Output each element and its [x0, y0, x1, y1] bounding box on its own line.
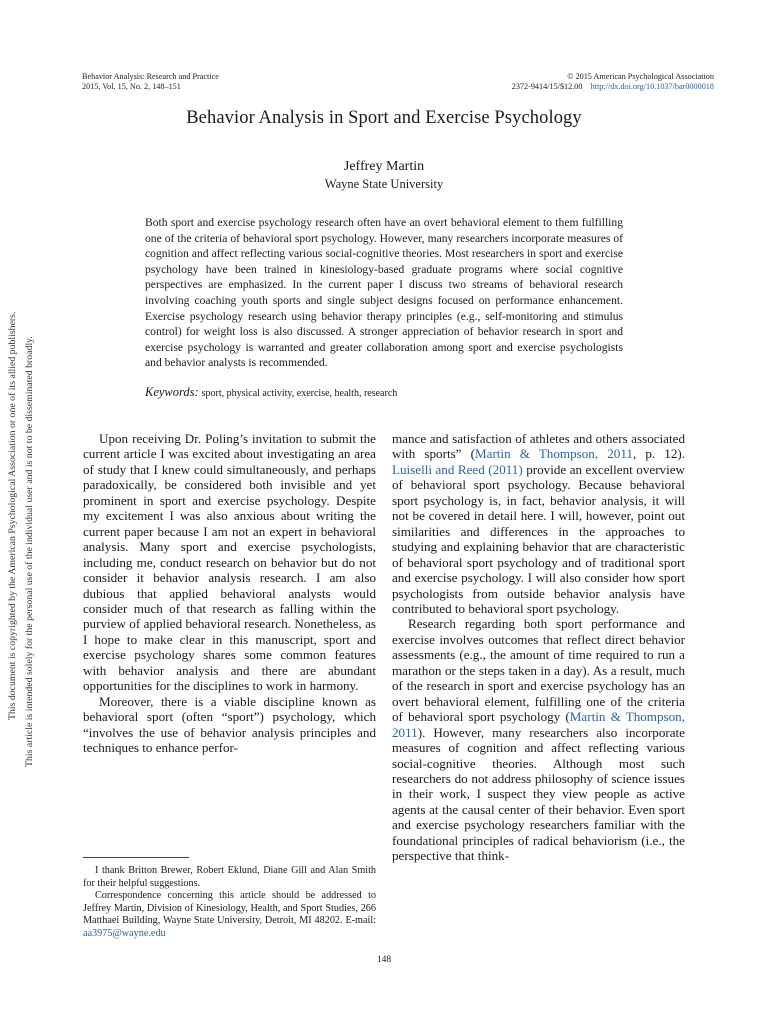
issn-doi-line — [512, 82, 714, 92]
email-link[interactable]: aa3975@wayne.edu — [83, 927, 166, 939]
body-paragraph: Upon receiving Dr. Poling’s invitation to submit the current article I was excited about investigating an area of study that I knew could simultaneously, and perhaps paradoxically, be considered both invisible and yet prominent in sport and exercise psychology. Despite my excitement I was also anxious about writing the current paper because I am not an expert in behavioral analysis. Many sport and exercise psychologists, including me, conduct research on behavior but do not consider it behavior analysis research. I am also dubious that applied behavioral analysts would consider much of that research as falling within the purview of applied behavioral research. Nonetheless, as I hope to make clear in this manuscript, sport and exercise psychology shares some common features with behavior analysis and there are abundant opportunities for the disciplines to work in harmony. — [83, 431, 376, 694]
keywords-label: Keywords: — [145, 385, 199, 399]
author-affiliation: Wayne State University — [324, 177, 444, 191]
acknowledgments: I thank Britton Brewer, Robert Eklund, Diane Gill and Alan Smith for their helpful suggestions. — [83, 865, 376, 889]
keywords-list: sport, physical activity, exercise, health, research — [201, 388, 398, 399]
keywords — [145, 385, 397, 401]
body-paragraph: Research regarding both sport performance and exercise involves outcomes that reflect direct behavior assessments (e.g., the amount of time required to run a marathon or the steps taken in a day). As a result, much of the research in sport and exercise psychology has an overt behavioral element, fulfilling one of the criteria of behavioral sport psychology (Martin & Thompson, 2011). However, many researchers also incorporate measures of cognition and affect reflecting various social-cognitive theories. Although most such researchers do not address philosophy of science issues in their work, I suspect they view people as active agents at the causal center of their behavior. Even sport and exercise psychology researchers familiar with the foundational principles of radical behaviorism (i.e., the perspective that think- — [392, 616, 685, 864]
correspondence-note: Correspondence concerning this article should be addressed to Jeffrey Martin, Division of Kinesiology, Health, and Sport Studies, 266 Matthaei Building, Wayne State University, Detroit, MI 48202. E-mail: aa3975@wayne.edu — [83, 890, 376, 939]
body-paragraph: mance and satisfaction of athletes and others associated with sports” (Martin & Thompson, 2011, p. 12). Luiselli and Reed (2011) provide an excellent overview of behavioral sport psychology. Because behavioral sport psychology is, in fact, behavior analysis, it will not be covered in detail here. I will, however, point out similarities and differences in the approaches to studying and explaining behavior that are characteristic of behavioral sport psychology and of traditional sport and exercise psychology. I will also consider how sport psychologists from outside behavior analysis have contributed to behavioral sport psychology. — [392, 431, 686, 616]
abstract: Both sport and exercise psychology research often have an overt behavioral element to them fulfilling one of the criteria of behavioral sport psychology. However, many researchers incorporate measures of cognition and affect reflecting various social-cognitive theories. Most researchers in sport and exercise psychology have been trained in kinesiology-based graduate programs where social cognitive perspectives are emphasized. In the current paper I discuss two streams of behavioral research involving coaching youth sports and single subject designs focused on performance enhancement. Exercise psychology research using behavior therapy principles (e.g., self-monitoring and stimulus control) for weight loss is also discussed. A stronger appreciation of behavior research in sport and exercise psychology is warranted and greater collaboration among sport and exercise psychologists and behavior analysts is recommended. — [145, 216, 623, 370]
copyright-sidebar-line-1: This document is copyrighted by the American Psychological Association or one of its allied publishers. — [7, 311, 18, 720]
issn: 2372-9414/15/$12.00 — [511, 82, 583, 91]
running-header-right — [512, 72, 714, 92]
copyright-sidebar-line-2: This article is intended solely for the personal use of the individual user and is not to be disseminated broadly. — [24, 336, 35, 767]
footnote-divider — [83, 857, 189, 858]
journal-name: Behavior Analysis: Research and Practice — [82, 72, 219, 81]
article-title: Behavior Analysis in Sport and Exercise Psychology — [186, 108, 582, 128]
author-note — [83, 865, 376, 941]
volume-info: 2015, Vol. 15, No. 2, 148–151 — [82, 82, 181, 91]
doi-link[interactable]: http://dx.doi.org/10.1037/bar0000018 — [590, 82, 714, 91]
body-column-right — [392, 431, 685, 864]
author-name: Jeffrey Martin — [343, 159, 425, 174]
running-header-left — [82, 72, 219, 92]
page-number: 148 — [376, 955, 392, 965]
copyright-notice: © 2015 American Psychological Association — [567, 72, 714, 81]
body-paragraph: Moreover, there is a viable discipline known as behavioral sport (often “sport”) psychology, which “involves the use of behavior analysis principles and techniques to enhance perfor- — [83, 693, 376, 756]
citation-link[interactable]: Luiselli and Reed (2011) — [392, 461, 523, 477]
body-column-left — [83, 431, 376, 756]
citation-link[interactable]: Martin & Thompson, 2011 — [392, 709, 685, 740]
citation-link[interactable]: Martin & Thompson, 2011 — [474, 446, 633, 462]
